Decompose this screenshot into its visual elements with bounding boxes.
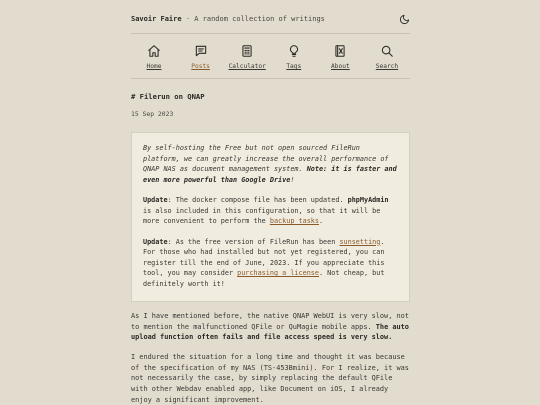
- update-1-text-c: .: [318, 217, 324, 226]
- message-icon: [194, 44, 208, 58]
- update-2-text-c: . Not cheap, but definitely worth it!: [143, 269, 385, 288]
- body-paragraph-1: [131, 311, 410, 343]
- callout-intro-text: By self-hosting the Free but not open sourced FileRun platform, we can greatly increase the overall performance of QNAP NAS as document management system.: [143, 144, 389, 174]
- calculator-icon: [240, 44, 254, 58]
- nav-search-label: Search: [375, 63, 399, 70]
- article-title: # Filerun on QNAP: [131, 92, 205, 101]
- nav-search[interactable]: [369, 34, 405, 78]
- update-2-text-a: : As the free version of FileRun has been: [167, 237, 340, 246]
- nav-about[interactable]: [322, 34, 358, 78]
- update-2-label: Update: [143, 237, 168, 246]
- lightbulb-icon: [287, 44, 301, 58]
- callout-update-1: [143, 195, 398, 227]
- update-1-text-a: : The docker compose file has been updated.: [167, 196, 348, 205]
- callout-intro-end: !: [290, 175, 295, 184]
- backup-tasks-link[interactable]: backup tasks: [269, 217, 319, 226]
- nav-home-label: Home: [146, 63, 162, 70]
- update-1-text-b: is also included in this configuration, so that it will be more convenient to perform the: [143, 206, 381, 226]
- update-1-bold: phpMyAdmin: [347, 196, 389, 205]
- nav-about-label: About: [331, 63, 350, 70]
- theme-toggle-button[interactable]: [398, 13, 410, 25]
- purchasing-license-link[interactable]: purchasing a license: [237, 269, 319, 278]
- update-2-text-b: . For those who had installed but not yet registered, you can register till the end of June, 2023. If you appreciate this tool, you may consider: [143, 237, 385, 278]
- nav-home[interactable]: [136, 34, 172, 78]
- home-icon: [147, 44, 161, 58]
- nav-tags[interactable]: [276, 34, 312, 78]
- para-1-bold: The auto upload function often fails and file access speed is very slow.: [131, 322, 409, 342]
- nav-calculator[interactable]: [229, 34, 265, 78]
- nav-tags-label: Tags: [286, 63, 302, 70]
- update-1-label: Update: [143, 196, 168, 205]
- para-1-text: As I have mentioned before, the native QNAP WebUI is very slow, not to mention the malfunctioned QFile or QuMagie mobile apps.: [131, 312, 409, 331]
- article-date: 15 Sep 2023: [131, 110, 174, 118]
- site-name[interactable]: Savoir Faire: [131, 14, 182, 23]
- sunsetting-link[interactable]: sunsetting: [339, 237, 381, 246]
- callout-intro-bold: Note: it is faster and even more powerful than Google Drive: [143, 165, 397, 184]
- site-header: [131, 12, 410, 26]
- nav-calculator-label: Calculator: [228, 63, 266, 70]
- notebook-icon: [333, 44, 347, 58]
- main-nav: [131, 33, 410, 79]
- search-icon: [380, 44, 394, 58]
- callout-update-2: [143, 237, 398, 290]
- site-tagline: A random collection of writings: [194, 14, 325, 23]
- site-separator: ·: [185, 14, 191, 23]
- nav-posts[interactable]: [183, 34, 219, 78]
- site-branding: [131, 14, 325, 25]
- body-paragraph-2: I endured the situation for a long time and thought it was because of the specification of my NAS (TS-453Bmini). For I realize, it was not necessarily the case, by simply replacing the default QFile with other Webdav enabled app, like Document on iOS, I already enjoy a significant improvement.: [131, 353, 409, 404]
- callout-intro: [143, 143, 398, 185]
- nav-posts-label: Posts: [191, 63, 210, 70]
- summary-callout: [131, 132, 410, 302]
- moon-icon: [399, 14, 410, 25]
